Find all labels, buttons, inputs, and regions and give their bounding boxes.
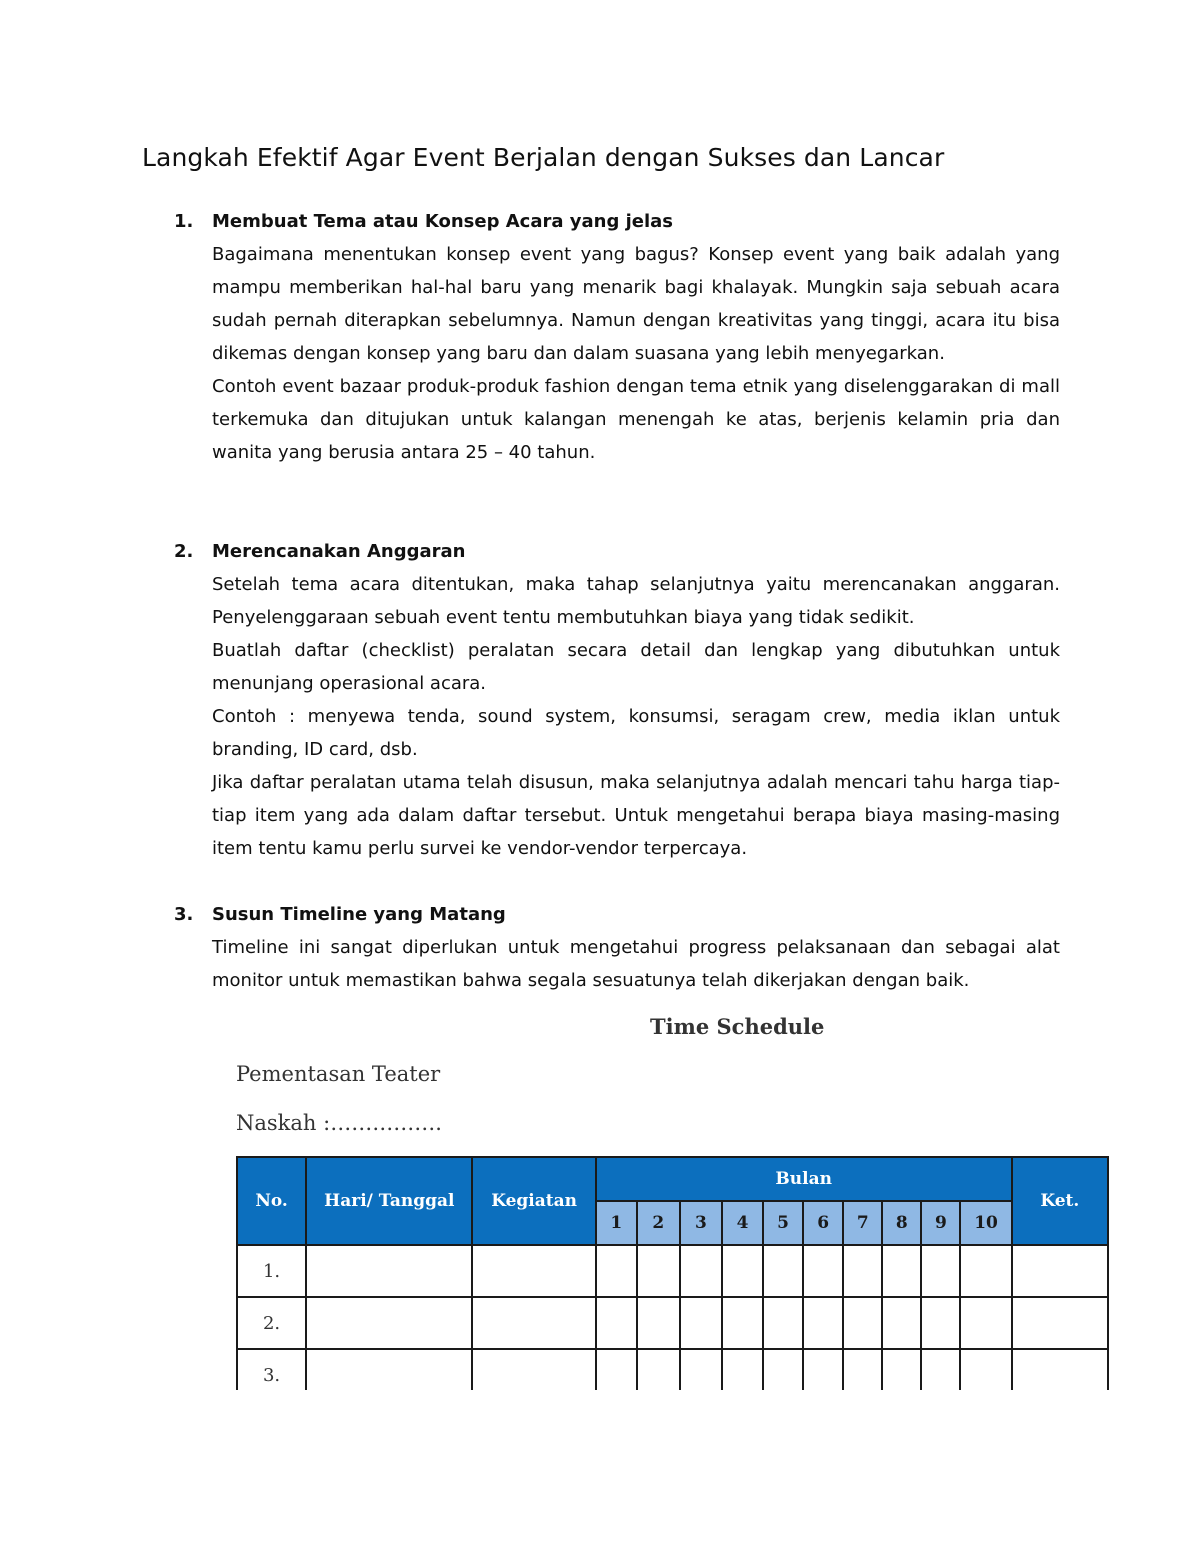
activity-cell bbox=[472, 1245, 595, 1297]
notes-cell bbox=[1012, 1297, 1108, 1349]
month-slot bbox=[882, 1349, 921, 1390]
month-slot bbox=[803, 1245, 843, 1297]
month-cell: 9 bbox=[921, 1201, 960, 1245]
month-slot bbox=[680, 1245, 722, 1297]
month-cell: 1 bbox=[596, 1201, 637, 1245]
header-notes: Ket. bbox=[1012, 1157, 1108, 1245]
month-slot bbox=[960, 1297, 1011, 1349]
month-slot bbox=[803, 1349, 843, 1390]
section-number: 2. bbox=[174, 541, 194, 562]
month-slot bbox=[596, 1245, 637, 1297]
schedule-header-row bbox=[237, 1157, 1108, 1201]
section-paragraph: Setelah tema acara ditentukan, maka tahap selanjutnya yaitu merencanakan anggaran. Penyelenggaraan sebuah event tentu membutuhkan biaya yang tidak sedikit. bbox=[212, 574, 1060, 628]
month-cell: 8 bbox=[882, 1201, 921, 1245]
month-cell: 6 bbox=[803, 1201, 843, 1245]
month-cell: 4 bbox=[722, 1201, 763, 1245]
month-slot bbox=[637, 1297, 680, 1349]
schedule-script-label: Naskah :……………. bbox=[236, 1111, 442, 1135]
row-number: 3. bbox=[237, 1349, 306, 1390]
month-slot bbox=[722, 1297, 763, 1349]
section-paragraph: Timeline ini sangat diperlukan untuk mengetahui progress pelaksanaan dan sebagai alat monitor untuk memastikan bahwa segala sesuatunya telah dikerjakan dengan baik. bbox=[212, 937, 1060, 991]
month-slot bbox=[722, 1245, 763, 1297]
header-no: No. bbox=[237, 1157, 306, 1245]
table-row bbox=[237, 1245, 1108, 1297]
month-slot bbox=[960, 1245, 1011, 1297]
row-number: 2. bbox=[237, 1297, 306, 1349]
month-slot bbox=[763, 1245, 803, 1297]
schedule-title: Time Schedule bbox=[650, 1014, 825, 1039]
section-paragraph: Buatlah daftar (checklist) peralatan secara detail dan lengkap yang dibutuhkan untuk menunjang operasional acara. bbox=[212, 640, 1060, 694]
activity-cell bbox=[472, 1349, 595, 1390]
time-schedule-figure bbox=[236, 1010, 1109, 1390]
month-cell: 7 bbox=[843, 1201, 882, 1245]
month-slot bbox=[722, 1349, 763, 1390]
date-cell bbox=[306, 1297, 472, 1349]
month-slot bbox=[637, 1349, 680, 1390]
month-slot bbox=[843, 1349, 882, 1390]
month-cell: 2 bbox=[637, 1201, 680, 1245]
section-paragraph: Contoh : menyewa tenda, sound system, konsumsi, seragam crew, media iklan untuk branding, ID card, dsb. bbox=[212, 706, 1060, 760]
month-slot bbox=[921, 1297, 960, 1349]
date-cell bbox=[306, 1349, 472, 1390]
month-slot bbox=[803, 1297, 843, 1349]
month-cell: 10 bbox=[960, 1201, 1011, 1245]
header-date: Hari/ Tanggal bbox=[306, 1157, 472, 1245]
month-slot bbox=[596, 1349, 637, 1390]
month-cell: 5 bbox=[763, 1201, 803, 1245]
month-slot bbox=[921, 1349, 960, 1390]
row-number: 1. bbox=[237, 1245, 306, 1297]
month-slot bbox=[882, 1297, 921, 1349]
table-row bbox=[237, 1349, 1108, 1390]
header-month: Bulan bbox=[596, 1157, 1012, 1201]
table-row bbox=[237, 1297, 1108, 1349]
month-slot bbox=[843, 1297, 882, 1349]
month-slot bbox=[921, 1245, 960, 1297]
month-slot bbox=[882, 1245, 921, 1297]
month-slot bbox=[763, 1349, 803, 1390]
month-slot bbox=[596, 1297, 637, 1349]
section-timeline bbox=[174, 898, 1060, 997]
notes-cell bbox=[1012, 1349, 1108, 1390]
section-paragraph: Jika daftar peralatan utama telah disusun, maka selanjutnya adalah mencari tahu harga tiap-tiap item yang ada dalam daftar tersebut. Untuk mengetahui berapa biaya masing-masing item tentu kamu perlu survei ke vendor-vendor terpercaya. bbox=[212, 772, 1060, 859]
schedule-table bbox=[236, 1156, 1109, 1390]
section-tema bbox=[174, 205, 1060, 469]
date-cell bbox=[306, 1245, 472, 1297]
month-slot bbox=[680, 1349, 722, 1390]
section-heading: Merencanakan Anggaran bbox=[212, 541, 466, 562]
activity-cell bbox=[472, 1297, 595, 1349]
section-number: 3. bbox=[174, 904, 194, 925]
month-cell: 3 bbox=[680, 1201, 722, 1245]
section-paragraph: Contoh event bazaar produk-produk fashion dengan tema etnik yang diselenggarakan di mall terkemuka dan ditujukan untuk kalangan menengah ke atas, berjenis kelamin pria dan wanita yang berusia antara 25 – 40 tahun. bbox=[212, 376, 1060, 463]
section-number: 1. bbox=[174, 211, 194, 232]
notes-cell bbox=[1012, 1245, 1108, 1297]
section-anggaran bbox=[174, 535, 1060, 865]
section-heading: Susun Timeline yang Matang bbox=[212, 904, 506, 925]
section-paragraph: Bagaimana menentukan konsep event yang bagus? Konsep event yang baik adalah yang mampu memberikan hal-hal baru yang menarik bagi khalayak. Mungkin saja sebuah acara sudah pernah diterapkan sebelumnya. Namun dengan kreativitas yang tinggi, acara itu bisa dikemas dengan konsep yang baru dan dalam suasana yang lebih menyegarkan. bbox=[212, 244, 1060, 364]
page-title: Langkah Efektif Agar Event Berjalan dengan Sukses dan Lancar bbox=[142, 143, 945, 172]
month-slot bbox=[960, 1349, 1011, 1390]
schedule-subtitle: Pementasan Teater bbox=[236, 1062, 441, 1086]
month-slot bbox=[680, 1297, 722, 1349]
header-activity: Kegiatan bbox=[472, 1157, 595, 1245]
section-heading: Membuat Tema atau Konsep Acara yang jelas bbox=[212, 211, 674, 232]
month-slot bbox=[763, 1297, 803, 1349]
month-slot bbox=[843, 1245, 882, 1297]
month-slot bbox=[637, 1245, 680, 1297]
